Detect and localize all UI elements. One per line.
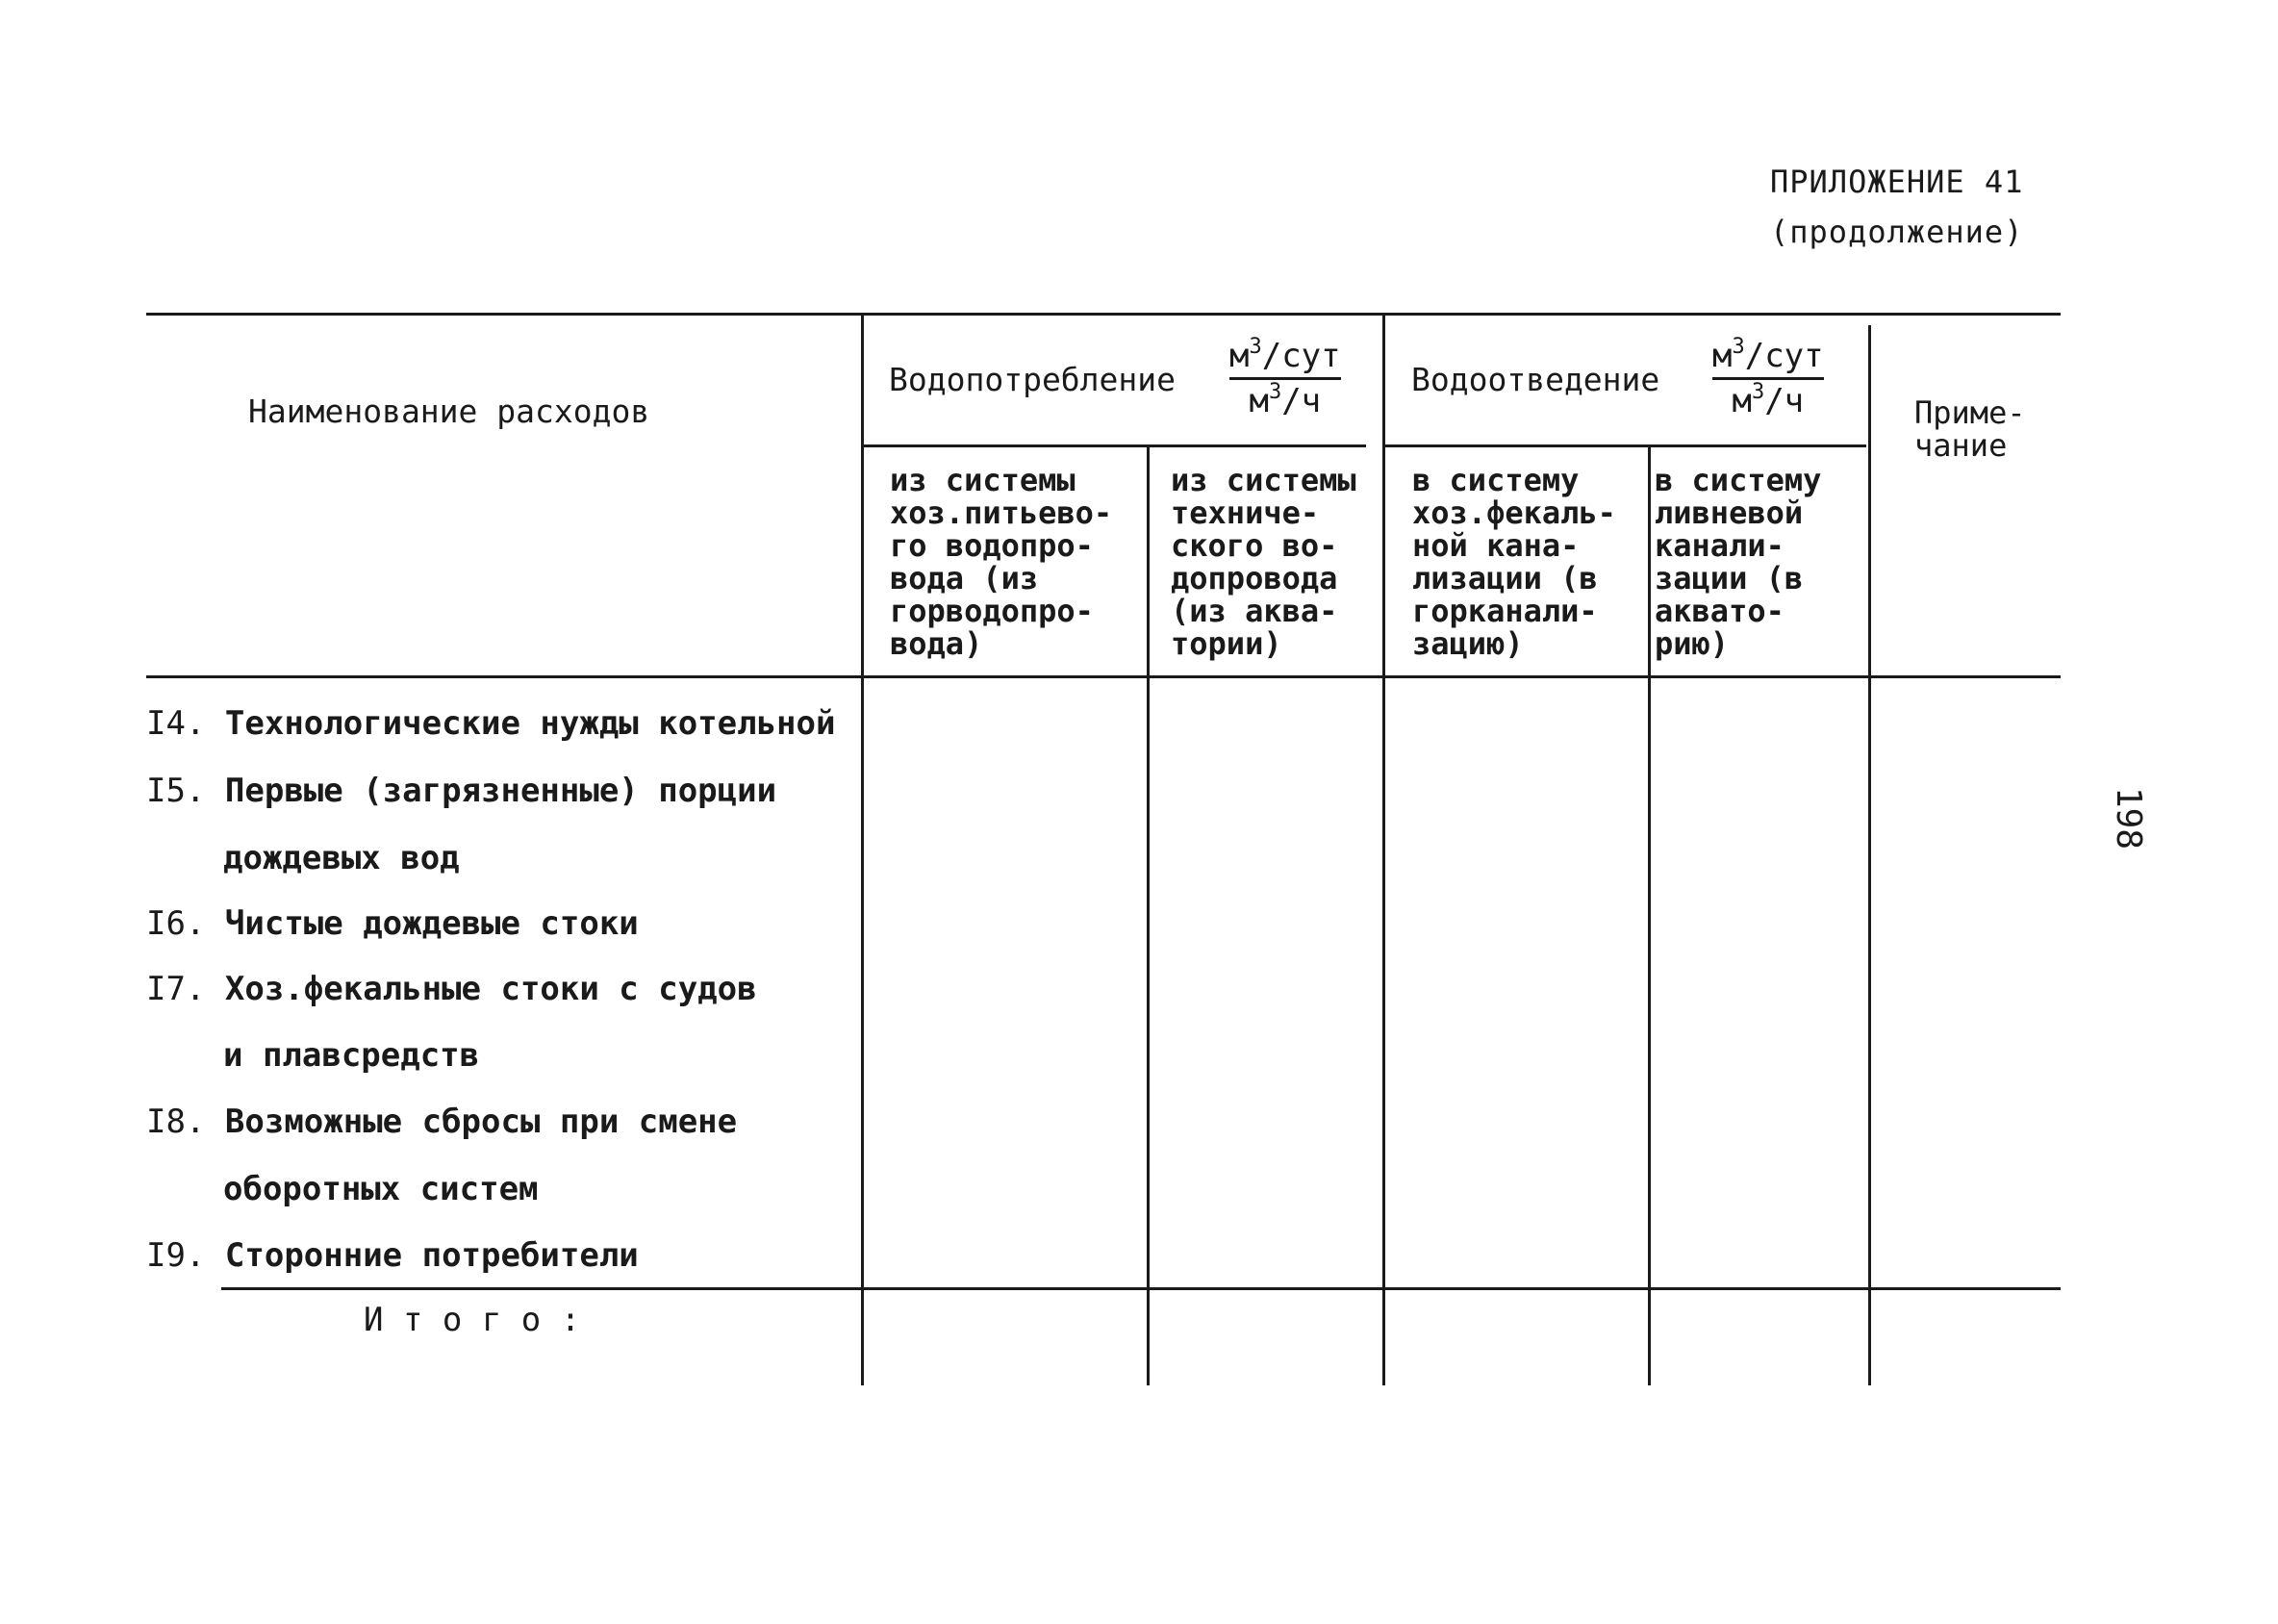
- subheader-sewage: в систему хоз.фекаль- ной кана- лизации (в горканали- зацию): [1412, 462, 1616, 662]
- consumption-unit-fraction: $м^3$/сут $м^3/ч$: [1229, 335, 1341, 420]
- list-item: I4. Технологические нужды котельной: [146, 704, 836, 743]
- disposal-unit-fraction: $м^3$/сут $м^3/ч$: [1712, 335, 1824, 420]
- col-divider-5: [1868, 325, 1871, 1385]
- header-note: Приме- чание: [1914, 394, 2026, 464]
- total-rule: [221, 1287, 2061, 1290]
- table-top-rule: [146, 313, 2061, 316]
- appendix-title: ПРИЛОЖЕНИЕ 41: [1770, 164, 2024, 200]
- subheader-technical-water: из системы техниче- ского во- допровода (из аква- тории): [1171, 462, 1356, 662]
- list-item: I5. Первые (загрязненные) порции: [146, 772, 777, 810]
- header-bottom-rule: [146, 675, 2061, 678]
- list-item: I7. Хоз.фекальные стоки с судов: [146, 970, 757, 1008]
- subheader-storm-drain: в систему ливневой канали- зации (в аквато- рию): [1655, 462, 1822, 662]
- col-divider-4: [1648, 447, 1651, 1385]
- header-water-disposal: Водоотведение: [1411, 361, 1660, 398]
- header-name: Наименование расходов: [248, 393, 650, 430]
- list-item-continuation: дождевых вод: [223, 839, 460, 877]
- disposal-header-rule: [1385, 444, 1866, 447]
- page-number: 198: [2109, 786, 2149, 850]
- appendix-continuation: (продолжение): [1770, 214, 2024, 250]
- list-item-continuation: и плавсредств: [223, 1036, 480, 1075]
- col-divider-3: [1382, 315, 1385, 1385]
- header-water-consumption: Водопотребление: [889, 361, 1177, 398]
- subheader-potable-water: из системы хоз.питьево- го водопро- вода (из горводопро- вода): [890, 462, 1113, 662]
- list-item-continuation: оборотных систем: [223, 1170, 539, 1208]
- col-divider-1: [861, 315, 864, 1385]
- list-item: I8. Возможные сбросы при смене: [146, 1103, 738, 1141]
- col-divider-2: [1147, 447, 1150, 1385]
- consumption-header-rule: [861, 444, 1366, 447]
- list-item: I6. Чистые дождевые стоки: [146, 904, 639, 943]
- list-item: I9. Сторонние потребители: [146, 1236, 639, 1275]
- total-label: И т о г о :: [364, 1301, 581, 1339]
